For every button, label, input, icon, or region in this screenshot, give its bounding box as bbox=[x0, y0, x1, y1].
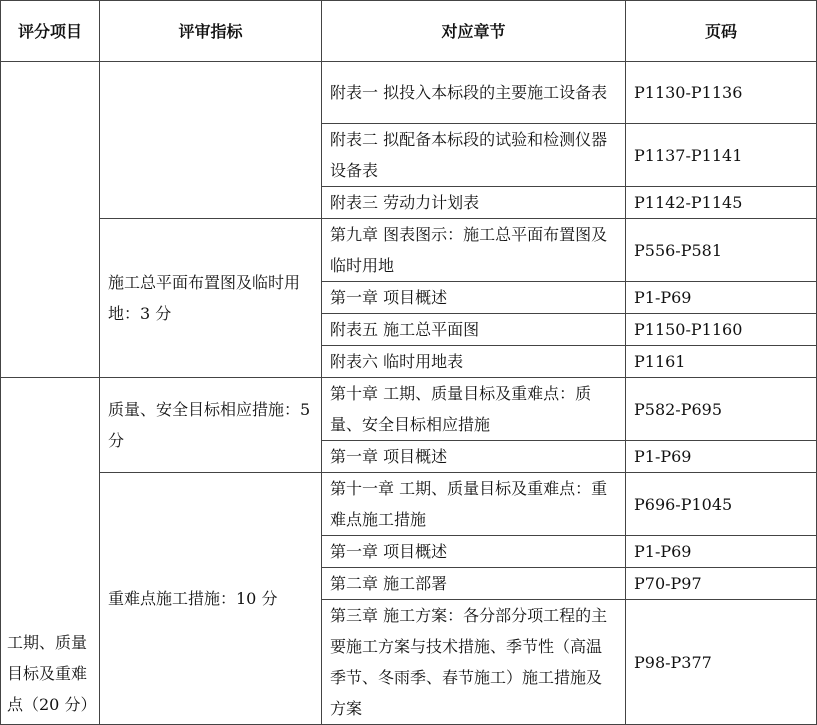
page-cell: P1130-P1136 bbox=[626, 62, 817, 124]
section-cell: 第九章 图表图示：施工总平面布置图及临时用地 bbox=[322, 219, 626, 282]
page-cell: P98-P377 bbox=[626, 600, 817, 725]
indicator-cell bbox=[100, 62, 322, 219]
page-cell: P1137-P1141 bbox=[626, 124, 817, 187]
page-cell: P70-P97 bbox=[626, 568, 817, 600]
page-cell: P696-P1045 bbox=[626, 473, 817, 536]
table-row bbox=[1, 219, 817, 282]
indicator-cell: 施工总平面布置图及临时用地：3 分 bbox=[100, 219, 322, 378]
section-cell: 第十一章 工期、质量目标及重难点：重难点施工措施 bbox=[322, 473, 626, 536]
page-cell: P1161 bbox=[626, 346, 817, 378]
section-cell: 附表二 拟配备本标段的试验和检测仪器设备表 bbox=[322, 124, 626, 187]
section-cell: 附表三 劳动力计划表 bbox=[322, 187, 626, 219]
section-cell: 第二章 施工部署 bbox=[322, 568, 626, 600]
table-row bbox=[1, 62, 817, 124]
page-cell: P582-P695 bbox=[626, 378, 817, 441]
header-indicator: 评审指标 bbox=[100, 1, 322, 62]
header-section: 对应章节 bbox=[322, 1, 626, 62]
category-cell: 工期、质量目标及重难点（20 分） bbox=[1, 378, 100, 725]
table-row bbox=[1, 378, 817, 441]
section-cell: 第一章 项目概述 bbox=[322, 441, 626, 473]
page-cell: P1-P69 bbox=[626, 441, 817, 473]
header-category: 评分项目 bbox=[1, 1, 100, 62]
section-cell: 附表六 临时用地表 bbox=[322, 346, 626, 378]
section-cell: 第十章 工期、质量目标及重难点：质量、安全目标相应措施 bbox=[322, 378, 626, 441]
page-cell: P1-P69 bbox=[626, 536, 817, 568]
page-cell: P1142-P1145 bbox=[626, 187, 817, 219]
indicator-cell: 质量、安全目标相应措施：5 分 bbox=[100, 378, 322, 473]
page-cell: P1150-P1160 bbox=[626, 314, 817, 346]
section-cell: 第一章 项目概述 bbox=[322, 536, 626, 568]
indicator-cell: 重难点施工措施：10 分 bbox=[100, 473, 322, 725]
section-cell: 附表一 拟投入本标段的主要施工设备表 bbox=[322, 62, 626, 124]
section-cell: 第一章 项目概述 bbox=[322, 282, 626, 314]
header-row bbox=[1, 1, 817, 62]
header-page: 页码 bbox=[626, 1, 817, 62]
table-row bbox=[1, 473, 817, 536]
section-cell: 第三章 施工方案：各分部分项工程的主要施工方案与技术措施、季节性（高温季节、冬雨季、春节施工）施工措施及方案 bbox=[322, 600, 626, 725]
page-cell: P1-P69 bbox=[626, 282, 817, 314]
page-cell: P556-P581 bbox=[626, 219, 817, 282]
section-cell: 附表五 施工总平面图 bbox=[322, 314, 626, 346]
category-cell bbox=[1, 62, 100, 378]
